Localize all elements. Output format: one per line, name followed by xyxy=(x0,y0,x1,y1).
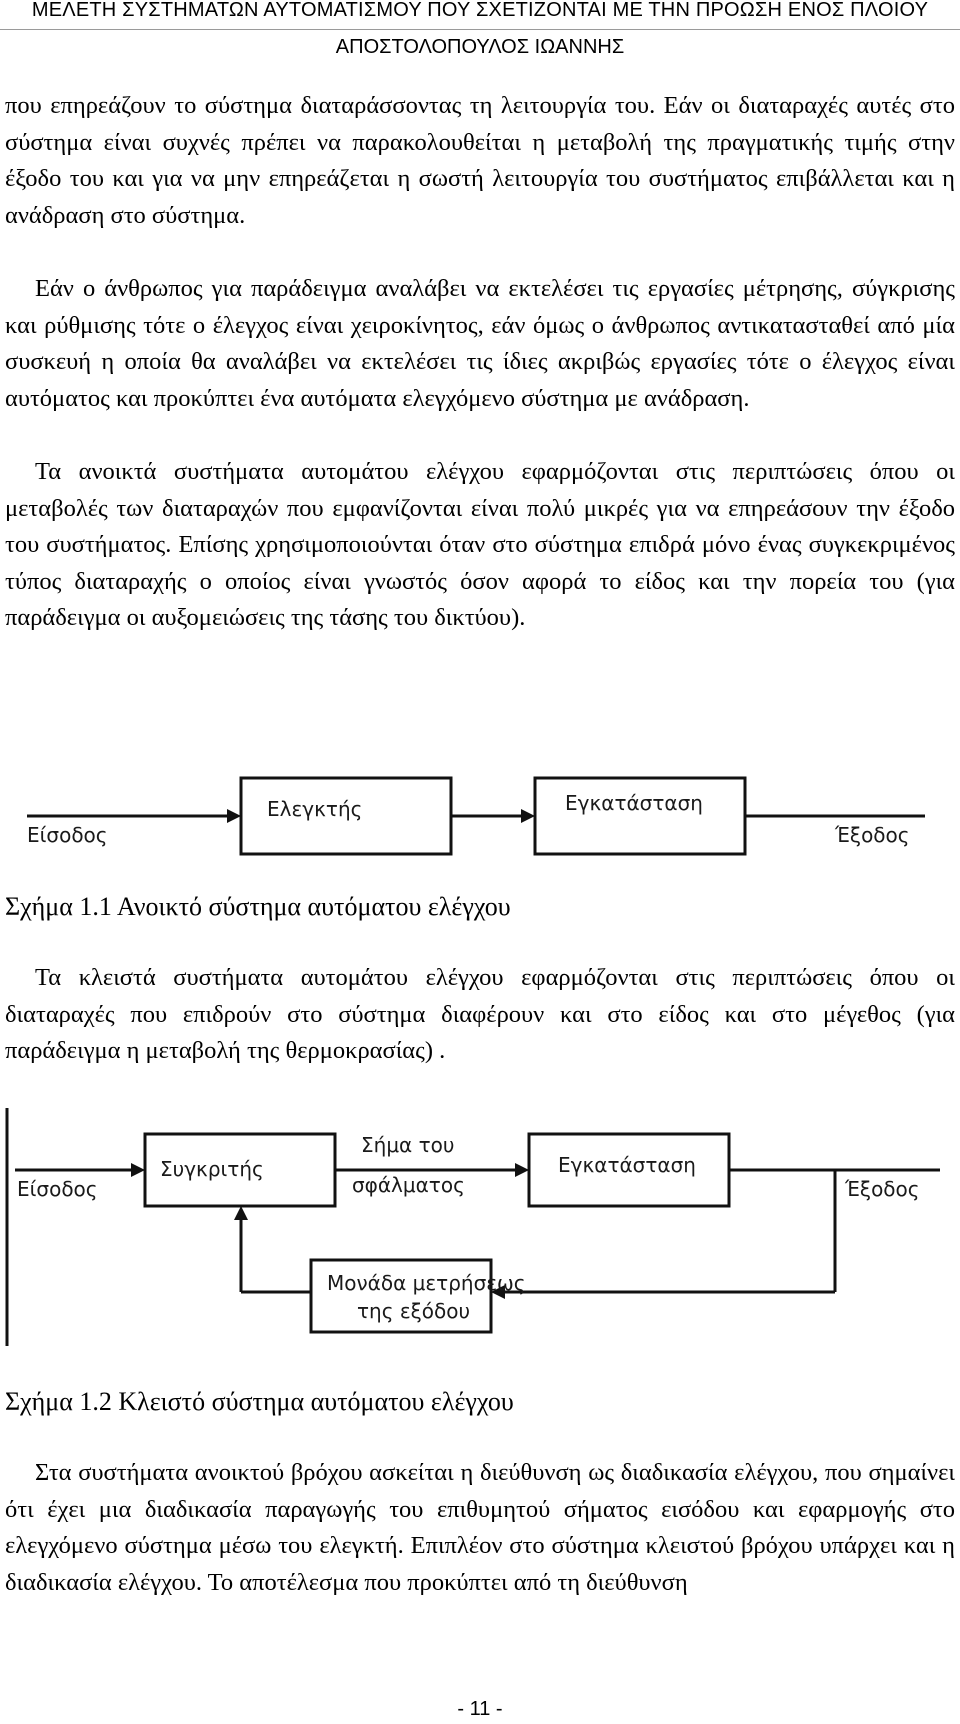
paragraph-5: Στα συστήματα ανοικτού βρόχου ασκείται η διεύθυνση ως διαδικασία ελέγχου, που σημαίνει ότι έχει μια διαδικασία παραγωγής του επιθυμητού σήματος εισόδου και εφαρμογής στο ελεγχόμενο σύστημα μέσω του ελεγκτή. Επιπλέον στο σύστημα κλειστού βρόχου υπάρχει και η διαδικασία ελέγχου. Το αποτέλεσμα που προκύπτει από τη διεύθυνση xyxy=(5,1459,955,1596)
figure-1-caption: Σχήμα 1.1 Ανοικτό σύστημα αυτόματου ελέγχου xyxy=(5,892,511,921)
error-signal-label-2: σφάλματος xyxy=(352,1173,465,1197)
arrow-icon xyxy=(521,809,535,823)
arrow-icon xyxy=(515,1163,529,1177)
input-label: Είσοδος xyxy=(17,1177,98,1201)
paragraph-3: Τα ανοικτά συστήματα αυτομάτου ελέγχου εφαρμόζονται στις περιπτώσεις όπου οι μεταβολές των διαταραχών που εμφανίζονται είναι πολύ μικρές για να επηρεάσουν την έξοδο του συστήματος. Επίσης χρησιμοποιούνται όταν στο σύστημα επιδρά μόνο ένας συγκεκριμένος τύπος διαταραχής ο οποίος είναι γνωστός όσον αφορά το είδος και την πορεία του (για παράδειγμα οι αυξομειώσεις της τάσης του δικτύου). xyxy=(5,458,955,632)
plant-label: Εγκατάσταση xyxy=(565,791,703,815)
paragraph-2: Εάν ο άνθρωπος για παράδειγμα αναλάβει να εκτελέσει τις εργασίες μέτρησης, σύγκρισης και ρύθμισης τότε ο έλεγχος είναι χειροκίνητος, εάν όμως ο άνθρωπος αντικατασταθεί από μία συσκευή η οποία θα αναλάβει να εκτελέσει τις ίδιες ακριβώς εργασίες τότε ο έλεγχος είναι αυτόματος και προκύπτει ένα αυτόματα ελεγχόμενο σύστημα με ανάδραση. xyxy=(5,275,955,412)
page-number: - 11 - xyxy=(457,1698,503,1720)
plant-label: Εγκατάσταση xyxy=(558,1153,696,1177)
output-label: Έξοδος xyxy=(835,823,910,847)
input-label: Είσοδος xyxy=(27,823,108,847)
controller-label: Ελεγκτής xyxy=(267,797,363,821)
closed-loop-diagram xyxy=(5,1108,955,1348)
figure-2-caption: Σχήμα 1.2 Κλειστό σύστημα αυτόματου ελέγχου xyxy=(5,1387,514,1416)
header-divider xyxy=(0,29,960,30)
arrow-icon xyxy=(227,809,241,823)
measurement-label-2: της εξόδου xyxy=(357,1299,471,1323)
arrow-icon xyxy=(131,1163,145,1177)
header-author: ΑΠΟΣΤΟΛΟΠΟΥΛΟΣ ΙΩΑΝΝΗΣ xyxy=(335,36,625,58)
output-label: Έξοδος xyxy=(845,1177,920,1201)
plant-block xyxy=(535,778,745,854)
measurement-label-1: Μονάδα μετρήσεως xyxy=(327,1271,526,1295)
error-signal-label-1: Σήμα του xyxy=(361,1133,455,1157)
paragraph-4: Τα κλειστά συστήματα αυτομάτου ελέγχου εφαρμόζονται στις περιπτώσεις όπου οι διαταραχές που επιδρούν στο σύστημα διαφέρουν και στο είδος και στο μέγεθος (για παράδειγμα η μεταβολή της θερμοκρασίας) . xyxy=(5,964,955,1065)
page-header xyxy=(0,0,960,58)
open-loop-diagram xyxy=(5,760,955,890)
paragraph-1: που επηρεάζουν το σύστημα διαταράσσοντας τη λειτουργία του. Εάν οι διαταραχές αυτές στο σύστημα είναι συχνές πρέπει να παρακολουθείται η μεταβολή της πραγματικής τιμής στην έξοδο του και για να μην επηρεάζεται η σωστή λειτουργία του συστήματος επιβάλλεται και η ανάδραση στο σύστημα. xyxy=(5,92,955,229)
comparator-label: Συγκριτής xyxy=(160,1157,264,1181)
header-title: ΜΕΛΕΤΗ ΣΥΣΤΗΜΑΤΩΝ ΑΥΤΟΜΑΤΙΣΜΟΥ ΠΟΥ ΣΧΕΤΙΖΟΝΤΑΙ ΜΕ ΤΗΝ ΠΡΟΩΣΗ ΕΝΟΣ ΠΛΟΙΟΥ xyxy=(31,0,929,21)
arrow-icon xyxy=(234,1206,248,1220)
